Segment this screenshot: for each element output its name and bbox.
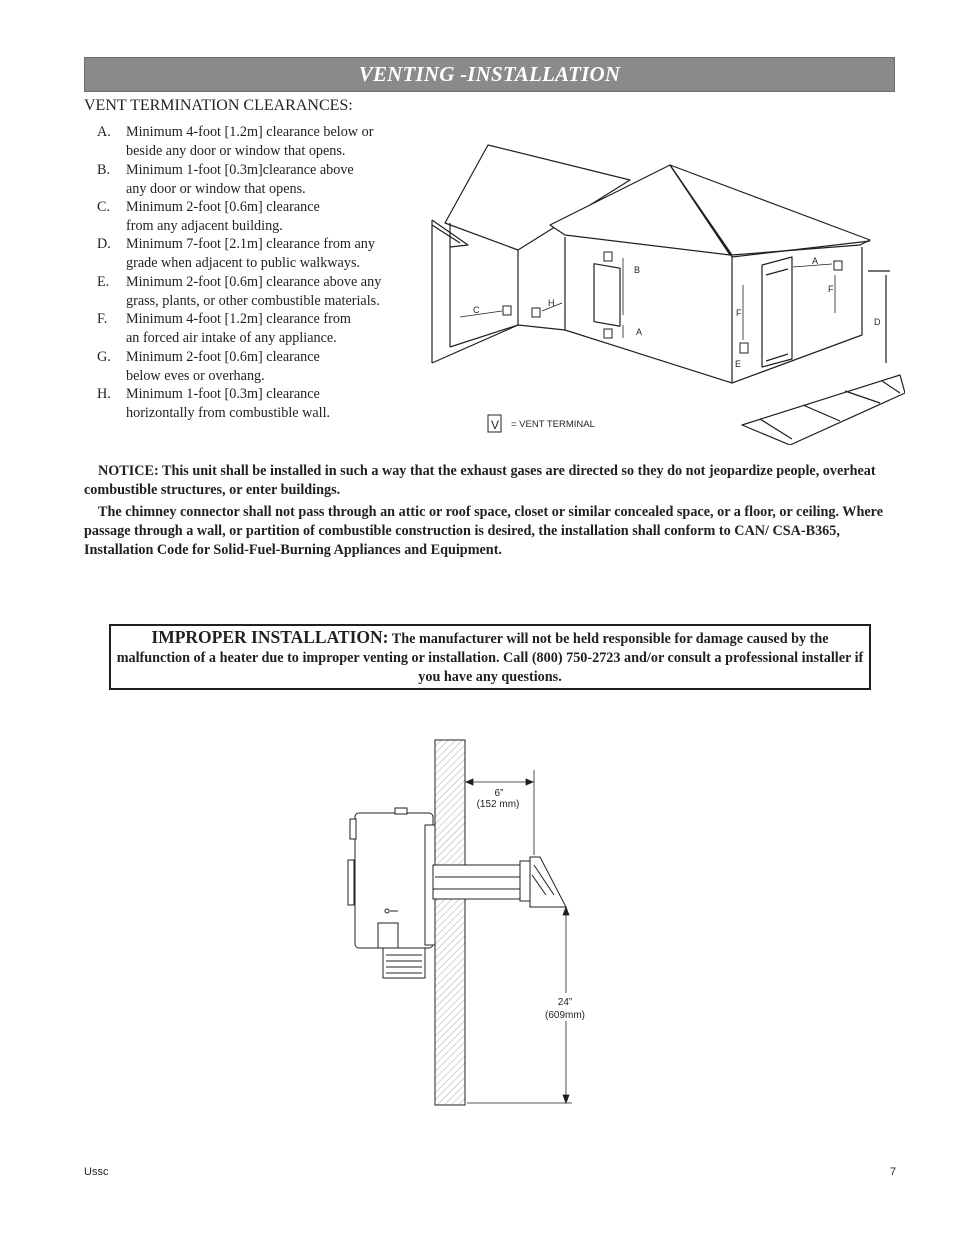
label-f: F: [828, 284, 834, 294]
item-text: Minimum 2-foot [0.6m] clearance below eves or overhang.: [126, 349, 320, 384]
item-letter: B.: [97, 162, 111, 178]
vent-terminal-icon: [503, 306, 511, 315]
section-banner: [84, 57, 895, 92]
house-clearance-diagram: [420, 135, 905, 445]
section-title: VENTING -INSTALLATION: [358, 62, 621, 86]
label-b: B: [634, 265, 641, 275]
item-letter: F.: [97, 311, 108, 327]
wall: [435, 740, 465, 1105]
label-c: C: [473, 305, 480, 315]
vent-terminal-icon: [834, 261, 842, 270]
label-a: A: [812, 256, 819, 266]
improper-heading: IMPROPER INSTALLATION:: [151, 627, 389, 647]
dim-bottom-metric: (609mm): [544, 1010, 586, 1021]
improper-installation-text: [115, 628, 865, 687]
label-a: A: [636, 327, 643, 337]
legend-symbol: V: [491, 418, 500, 432]
dim-bottom: 24”: [557, 997, 573, 1008]
vent-terminal-icon: [532, 308, 540, 317]
improper-body: The manufacturer will not be held responsible for damage caused by the malfunction of a heater due to improper venting or installation. Call (800) 750-2723 and/or consult a professional installer if you have any questions.: [116, 631, 864, 685]
item-letter: G.: [97, 349, 111, 365]
item-letter: D.: [97, 236, 111, 252]
vent-terminal-icon: [740, 343, 748, 353]
legend-text: = VENT TERMINAL: [511, 419, 595, 430]
item-text: Minimum 4-foot [1.2m] clearance from an forced air intake of any appliance.: [126, 311, 351, 346]
heater-unit: [348, 808, 435, 978]
item-text: Minimum 1-foot [0.3m]clearance above any door or window that opens.: [126, 162, 354, 197]
label-h: H: [548, 298, 555, 308]
item-letter: A.: [97, 124, 111, 140]
label-d: D: [874, 317, 881, 327]
improper-installation-box: [109, 624, 871, 690]
footer-left: Ussc: [84, 1166, 109, 1178]
item-text: Minimum 7-foot [2.1m] clearance from any grade when adjacent to public walkways.: [126, 236, 375, 271]
item-text: Minimum 1-foot [0.3m] clearance horizontally from combustible wall.: [126, 386, 331, 421]
item-letter: C.: [97, 199, 111, 215]
item-letter: H.: [97, 386, 111, 402]
label-e: E: [735, 359, 742, 369]
notice-paragraph: The chimney connector shall not pass through an attic or roof space, closet or similar concealed space, or a floor, or ceiling. Where passage through a wall, or partition of combustible construction is desired, the installation shall conform to CAN/ CSA-B365, Installation Code for Solid-Fuel-Burning Appliances and Equipment.: [84, 504, 883, 558]
item-letter: E.: [97, 274, 110, 290]
dim-top: 6”: [494, 788, 504, 799]
vent-terminal-icon: [604, 252, 612, 261]
vent-terminal-icon: [604, 329, 612, 338]
item-text: Minimum 2-foot [0.6m] clearance above any grass, plants, or other combustible materials.: [126, 274, 382, 309]
vent-pipe: [433, 857, 566, 907]
item-text: Minimum 4-foot [1.2m] clearance below or beside any door or window that opens.: [126, 124, 374, 159]
item-text: Minimum 2-foot [0.6m] clearance from any adjacent building.: [126, 199, 320, 234]
notice-paragraph: NOTICE: This unit shall be installed in such a way that the exhaust gases are directed so they do not jeopardize people, overheat combustible structures, or enter buildings.: [84, 463, 876, 498]
clearances-heading: VENT TERMINATION CLEARANCES:: [84, 97, 353, 114]
wall-vent-clearance-diagram: [340, 735, 600, 1110]
dim-top-metric: (152 mm): [476, 799, 520, 810]
label-f: F: [736, 308, 742, 318]
page-number: 7: [890, 1166, 897, 1178]
